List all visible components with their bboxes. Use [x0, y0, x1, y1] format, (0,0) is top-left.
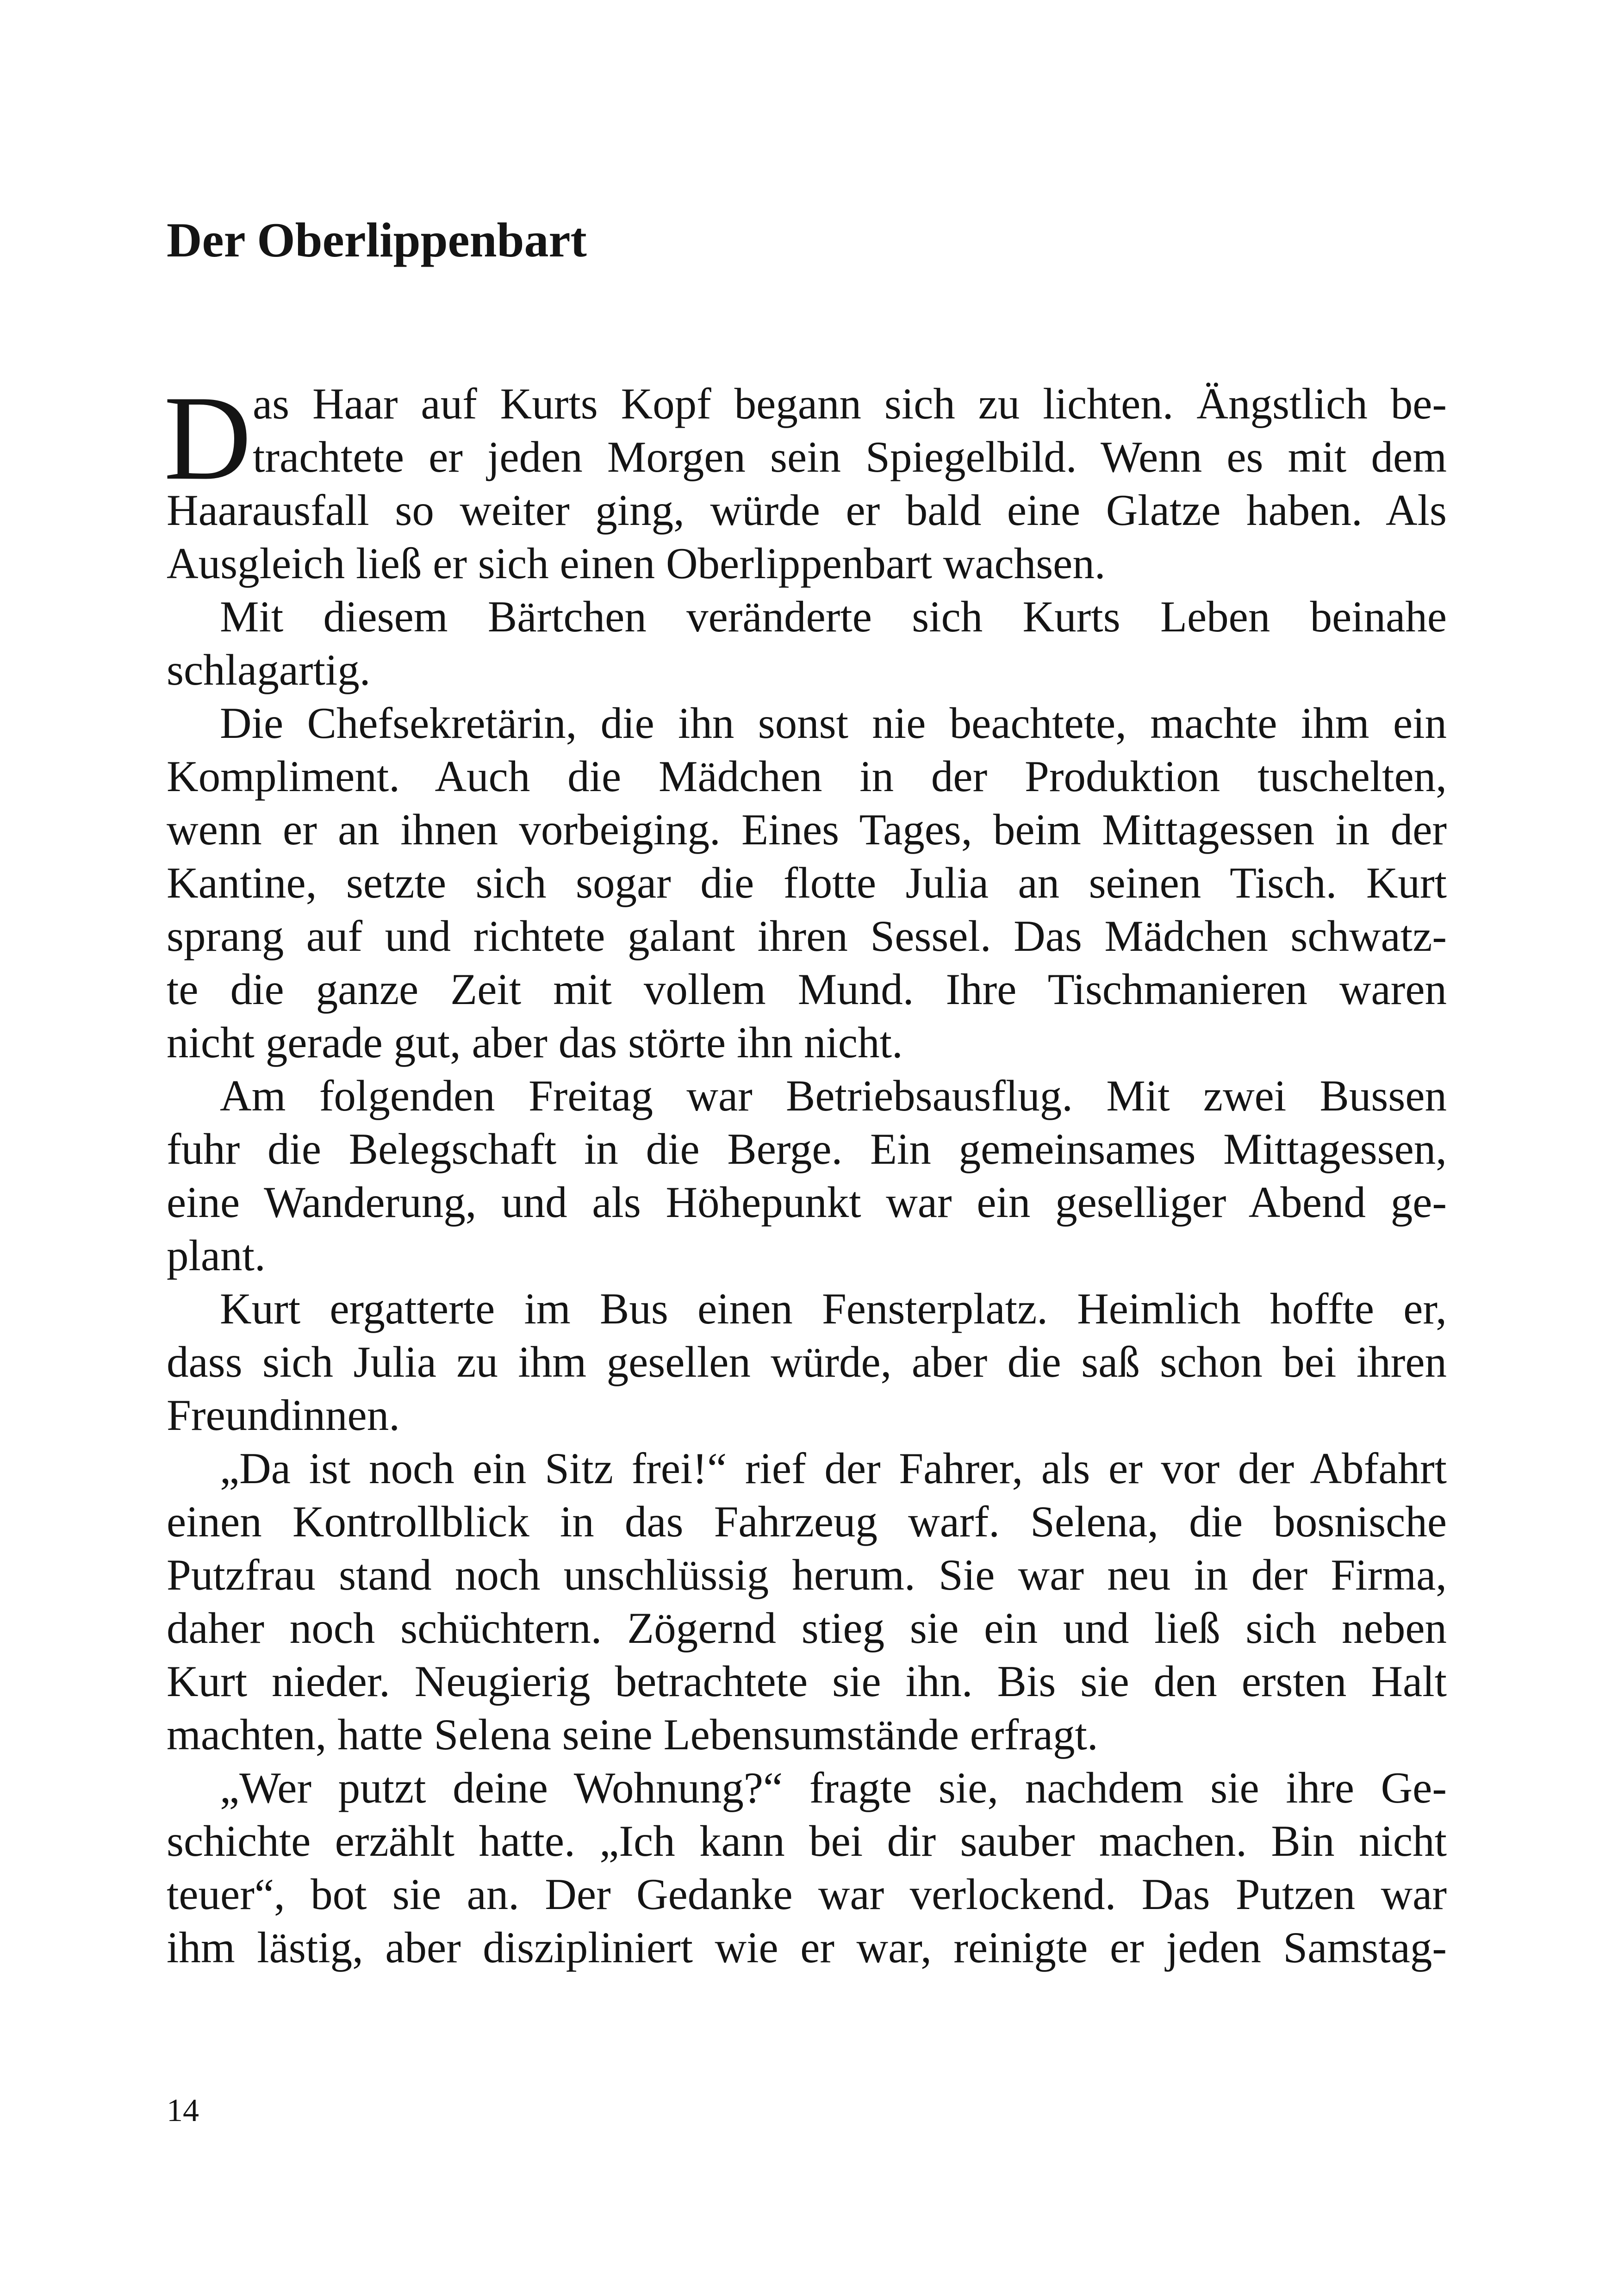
- text-line: machten, hatte Selena seine Lebensumstände erfragt.: [167, 1710, 1098, 1759]
- text-line: ihm lästig, aber diszipliniert wie er war, reinigte er jeden Samstag-: [167, 1923, 1447, 1972]
- chapter-title: Der Oberlippenbart: [167, 213, 587, 267]
- text-line: sprang auf und richtete galant ihren Sessel. Das Mädchen schwatz-: [167, 911, 1447, 961]
- text-line: nicht gerade gut, aber das störte ihn nicht.: [167, 1018, 903, 1067]
- text-line: as Haar auf Kurts Kopf begann sich zu lichten. Ängstlich be-: [253, 379, 1447, 428]
- drop-cap-letter: D: [164, 371, 252, 505]
- text-line: daher noch schüchtern. Zögernd stieg sie ein und ließ sich neben: [167, 1603, 1447, 1653]
- text-line: plant.: [167, 1231, 266, 1280]
- text-line: Putzfrau stand noch unschlüssig herum. Sie war neu in der Firma,: [167, 1550, 1447, 1599]
- text-line: fuhr die Belegschaft in die Berge. Ein gemeinsames Mittagessen,: [167, 1124, 1447, 1173]
- chapter-body: [164, 371, 1447, 1974]
- text-line: einen Kontrollblick in das Fahrzeug warf. Selena, die bosnische: [167, 1497, 1447, 1546]
- text-line: schlagartig.: [167, 645, 371, 694]
- text-line: Am folgenden Freitag war Betriebsausflug. Mit zwei Bussen: [220, 1071, 1447, 1120]
- page-number: 14: [167, 2093, 199, 2128]
- text-line: „Wer putzt deine Wohnung?“ fragte sie, nachdem sie ihre Ge-: [220, 1763, 1447, 1812]
- text-line: dass sich Julia zu ihm gesellen würde, aber die saß schon bei ihren: [167, 1337, 1447, 1386]
- text-line: schichte erzählt hatte. „Ich kann bei dir sauber machen. Bin nicht: [167, 1816, 1447, 1866]
- text-line: Kompliment. Auch die Mädchen in der Produktion tuschelten,: [167, 752, 1447, 801]
- text-line: Freundinnen.: [167, 1391, 400, 1440]
- text-line: teuer“, bot sie an. Der Gedanke war verlockend. Das Putzen war: [167, 1870, 1447, 1919]
- text-line: Die Chefsekretärin, die ihn sonst nie beachtete, machte ihm ein: [220, 699, 1447, 748]
- text-line: Kurt nieder. Neugierig betrachtete sie ihn. Bis sie den ersten Halt: [167, 1657, 1447, 1706]
- text-line: Kurt ergatterte im Bus einen Fensterplatz. Heimlich hoffte er,: [220, 1284, 1447, 1333]
- text-line: wenn er an ihnen vorbeiging. Eines Tages, beim Mittagessen in der: [167, 805, 1447, 854]
- text-line: Mit diesem Bärtchen veränderte sich Kurts Leben beinahe: [220, 592, 1447, 641]
- text-line: Kantine, setzte sich sogar die flotte Julia an seinen Tisch. Kurt: [167, 858, 1447, 907]
- text-line: Ausgleich ließ er sich einen Oberlippenbart wachsen.: [167, 539, 1106, 588]
- text-line: trachtete er jeden Morgen sein Spiegelbild. Wenn es mit dem: [253, 432, 1447, 481]
- text-line: eine Wanderung, und als Höhepunkt war ein geselliger Abend ge-: [167, 1178, 1447, 1227]
- text-line: „Da ist noch ein Sitz frei!“ rief der Fahrer, als er vor der Abfahrt: [220, 1444, 1447, 1493]
- text-line: te die ganze Zeit mit vollem Mund. Ihre Tischmanieren waren: [167, 965, 1447, 1014]
- text-line: Haarausfall so weiter ging, würde er bald eine Glatze haben. Als: [167, 486, 1447, 535]
